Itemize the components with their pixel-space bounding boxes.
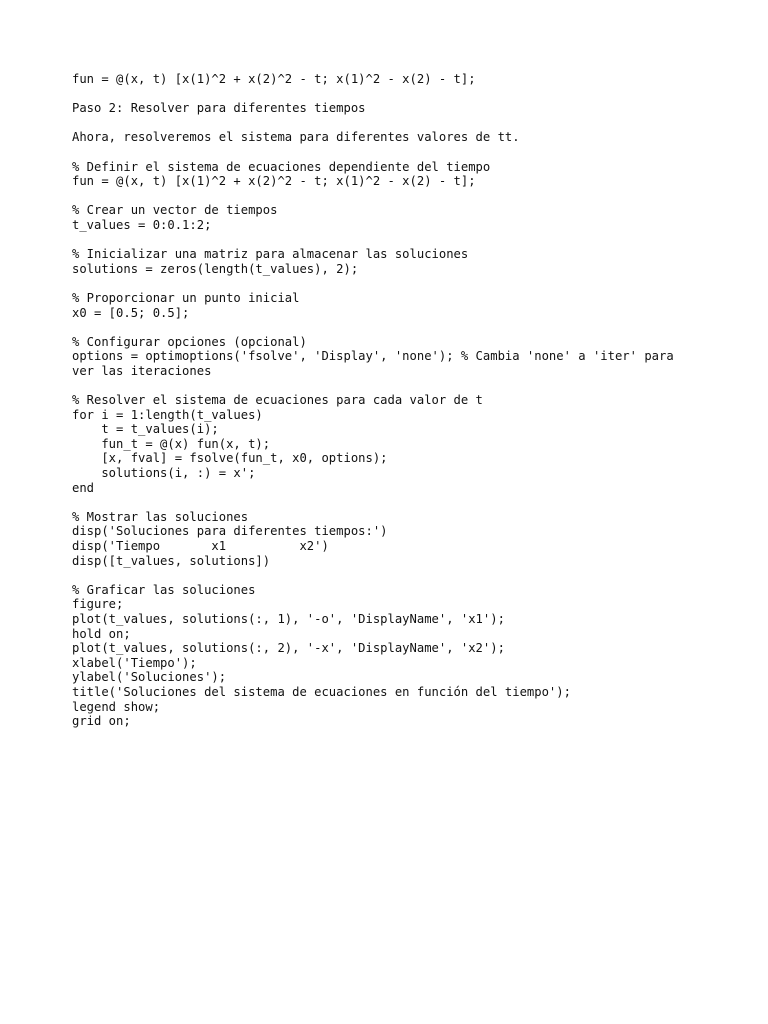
text-line: disp('Tiempo x1 x2') <box>72 539 329 553</box>
text-line: legend show; <box>72 699 161 714</box>
text-block <box>72 583 702 729</box>
text-block <box>72 72 702 87</box>
text-line: % Mostrar las soluciones <box>72 509 249 524</box>
text-block <box>72 160 702 189</box>
text-line: for i = 1:length(t_values) <box>72 407 263 422</box>
text-line: solutions(i, :) = x'; <box>72 466 256 481</box>
text-line: fun_t = @(x) fun(x, t); <box>72 436 271 451</box>
text-line: figure; <box>72 597 124 612</box>
text-line: % Proporcionar un punto inicial <box>72 290 300 305</box>
text-line: Paso 2: Resolver para diferentes tiempos <box>72 101 366 116</box>
text-line: % Inicializar una matriz para almacenar las soluciones <box>72 247 469 262</box>
text-line: solutions = zeros(length(t_values), 2); <box>72 261 359 276</box>
text-block <box>72 510 702 568</box>
text-line: % Resolver el sistema de ecuaciones para cada valor de t <box>72 393 483 408</box>
text-block <box>72 393 702 495</box>
text-line: [x, fval] = fsolve(fun_t, x0, options); <box>72 451 388 466</box>
text-line: Ahora, resolveremos el sistema para diferentes valores de tt. <box>72 130 520 145</box>
document-body <box>72 72 702 743</box>
text-line: % Definir el sistema de ecuaciones dependiente del tiempo <box>72 159 491 174</box>
text-line: % Configurar opciones (opcional) <box>72 334 307 349</box>
text-block <box>72 130 702 145</box>
text-line: fun = @(x, t) [x(1)^2 + x(2)^2 - t; x(1)^2 - x(2) - t]; <box>72 72 476 86</box>
text-block <box>72 291 702 320</box>
text-line: x0 = [0.5; 0.5]; <box>72 305 190 320</box>
text-line: ver las iteraciones <box>72 363 212 378</box>
text-line: % Graficar las soluciones <box>72 582 256 597</box>
text-block <box>72 101 702 116</box>
text-line: end <box>72 480 95 495</box>
text-line: disp('Soluciones para diferentes tiempos:') <box>72 524 388 539</box>
text-block <box>72 335 702 379</box>
text-line: xlabel('Tiempo'); <box>72 655 197 670</box>
text-line: fun = @(x, t) [x(1)^2 + x(2)^2 - t; x(1)^2 - x(2) - t]; <box>72 174 476 189</box>
text-line: t_values = 0:0.1:2; <box>72 217 212 232</box>
text-line: t = t_values(i); <box>72 422 219 437</box>
text-line: options = optimoptions('fsolve', 'Display', 'none'); % Cambia 'none' a 'iter' para <box>72 349 674 364</box>
text-line: title('Soluciones del sistema de ecuaciones en función del tiempo'); <box>72 684 571 699</box>
text-block <box>72 247 702 276</box>
text-line: grid on; <box>72 714 131 729</box>
text-line: plot(t_values, solutions(:, 2), '-x', 'DisplayName', 'x2'); <box>72 641 505 656</box>
text-line: plot(t_values, solutions(:, 1), '-o', 'DisplayName', 'x1'); <box>72 611 505 626</box>
text-block <box>72 203 702 232</box>
text-line: % Crear un vector de tiempos <box>72 203 278 218</box>
text-line: ylabel('Soluciones'); <box>72 670 227 685</box>
text-line: disp([t_values, solutions]) <box>72 553 271 568</box>
text-line: hold on; <box>72 626 131 641</box>
